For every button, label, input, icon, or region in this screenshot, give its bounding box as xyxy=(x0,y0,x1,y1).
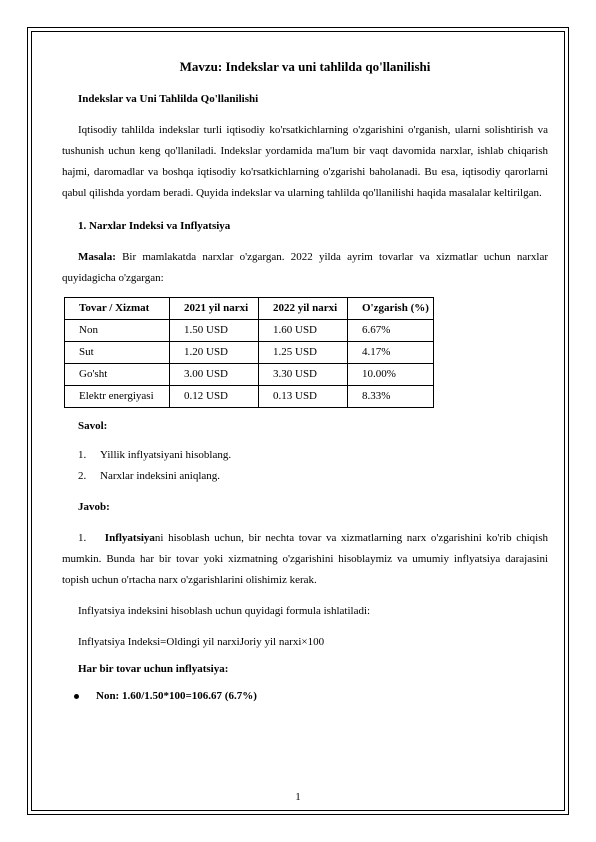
list-item xyxy=(62,466,548,487)
formula: Inflyatsiya Indeksi=Oldingi yil narxiJoriy yil narxi×100 xyxy=(78,636,325,648)
bullet-text: Non: 1.60/1.50*100=106.67 (6.7%) xyxy=(96,690,257,702)
table-cell: 10.00% xyxy=(348,364,434,386)
list-text: Narxlar indeksini aniqlang. xyxy=(100,470,221,482)
subtitle: Indekslar va Uni Tahlilda Qo'llanilishi xyxy=(78,93,259,105)
column-header: 2022 yil narxi xyxy=(259,298,348,320)
table-cell: 1.25 USD xyxy=(259,342,348,364)
table-cell: Non xyxy=(65,320,170,342)
list-item xyxy=(62,445,548,466)
table-row xyxy=(65,320,434,342)
answer-bold-term: Inflyatsiya xyxy=(104,532,155,544)
table-cell: 1.50 USD xyxy=(170,320,259,342)
javob-heading: Javob: xyxy=(78,501,110,513)
question-list xyxy=(62,445,548,487)
column-header: 2021 yil narxi xyxy=(170,298,259,320)
table-cell: 0.13 USD xyxy=(259,386,348,408)
answer-text: ni hisoblash uchun, bir nechta tovar va xizmatlarning narx o'zgarishini ko'rib chiqish mumkin. Bunda har bir tovar yoki xizmatning o'zgarishini hisoblaymiz va umumiy inflyatsiya darajasini topish uchun o'rtacha narx o'zgarishlarini olishimiz kerak. xyxy=(62,532,549,586)
table-cell: 3.00 USD xyxy=(170,364,259,386)
intro-paragraph: Iqtisodiy tahlilda indekslar turli iqtisodiy ko'rsatkichlarning o'zgarishini o'rganish, ularni solishtirish va tushunish uchun keng qo'llaniladi. Indekslar yordamida ma'lum bir vaqt davomida narxlar, ishlab chiqarish hajmi, daromadlar va boshqa iqtisodiy ko'rsatkichlarning o'zgarishi baholanadi. Bu esa, iqtisodiy qarorlarni qabul qilishda yordam beradi. Quyida indekslar va ularning tahlilda qo'llanilishi haqida masalalar keltirilgan. xyxy=(62,124,548,199)
table-cell: Go'sht xyxy=(65,364,170,386)
list-number: 1. xyxy=(78,449,87,461)
formula-intro: Inflyatsiya indeksini hisoblash uchun quyidagi formula ishlatiladi: xyxy=(78,605,371,617)
per-item-heading: Har bir tovar uchun inflyatsiya: xyxy=(78,663,229,675)
masala-paragraph xyxy=(62,247,548,289)
table-row xyxy=(65,364,434,386)
answer-paragraph xyxy=(62,528,548,591)
savol-heading: Savol: xyxy=(78,420,108,432)
masala-label: Masala: xyxy=(78,251,116,263)
masala-text: Bir mamlakatda narxlar o'zgargan. 2022 yilda ayrim tovarlar va xizmatlar uchun narxlar quyidagicha o'zgargan: xyxy=(62,251,548,284)
list-number: 2. xyxy=(78,470,87,482)
table-cell: 8.33% xyxy=(348,386,434,408)
table-row xyxy=(65,386,434,408)
document-body xyxy=(62,57,548,707)
column-header: O'zgarish (%) xyxy=(348,298,434,320)
price-table xyxy=(64,297,434,408)
answer-number: 1. xyxy=(78,532,87,544)
page-number: 1 xyxy=(295,791,301,803)
section-heading-1: 1. Narxlar Indeksi va Inflyatsiya xyxy=(78,220,231,232)
table-header-row xyxy=(65,298,434,320)
table-cell: 0.12 USD xyxy=(170,386,259,408)
bullet-item xyxy=(62,686,548,707)
table-cell: Elektr energiyasi xyxy=(65,386,170,408)
table-row xyxy=(65,342,434,364)
table-cell: 3.30 USD xyxy=(259,364,348,386)
table-cell: 4.17% xyxy=(348,342,434,364)
page-title: Mavzu: Indekslar va uni tahlilda qo'llanilishi xyxy=(179,59,431,74)
list-text: Yillik inflyatsiyani hisoblang. xyxy=(100,449,232,461)
table-cell: 1.20 USD xyxy=(170,342,259,364)
table-cell: 6.67% xyxy=(348,320,434,342)
table-cell: 1.60 USD xyxy=(259,320,348,342)
column-header: Tovar / Xizmat xyxy=(65,298,170,320)
bullet-icon xyxy=(74,694,79,699)
table-cell: Sut xyxy=(65,342,170,364)
